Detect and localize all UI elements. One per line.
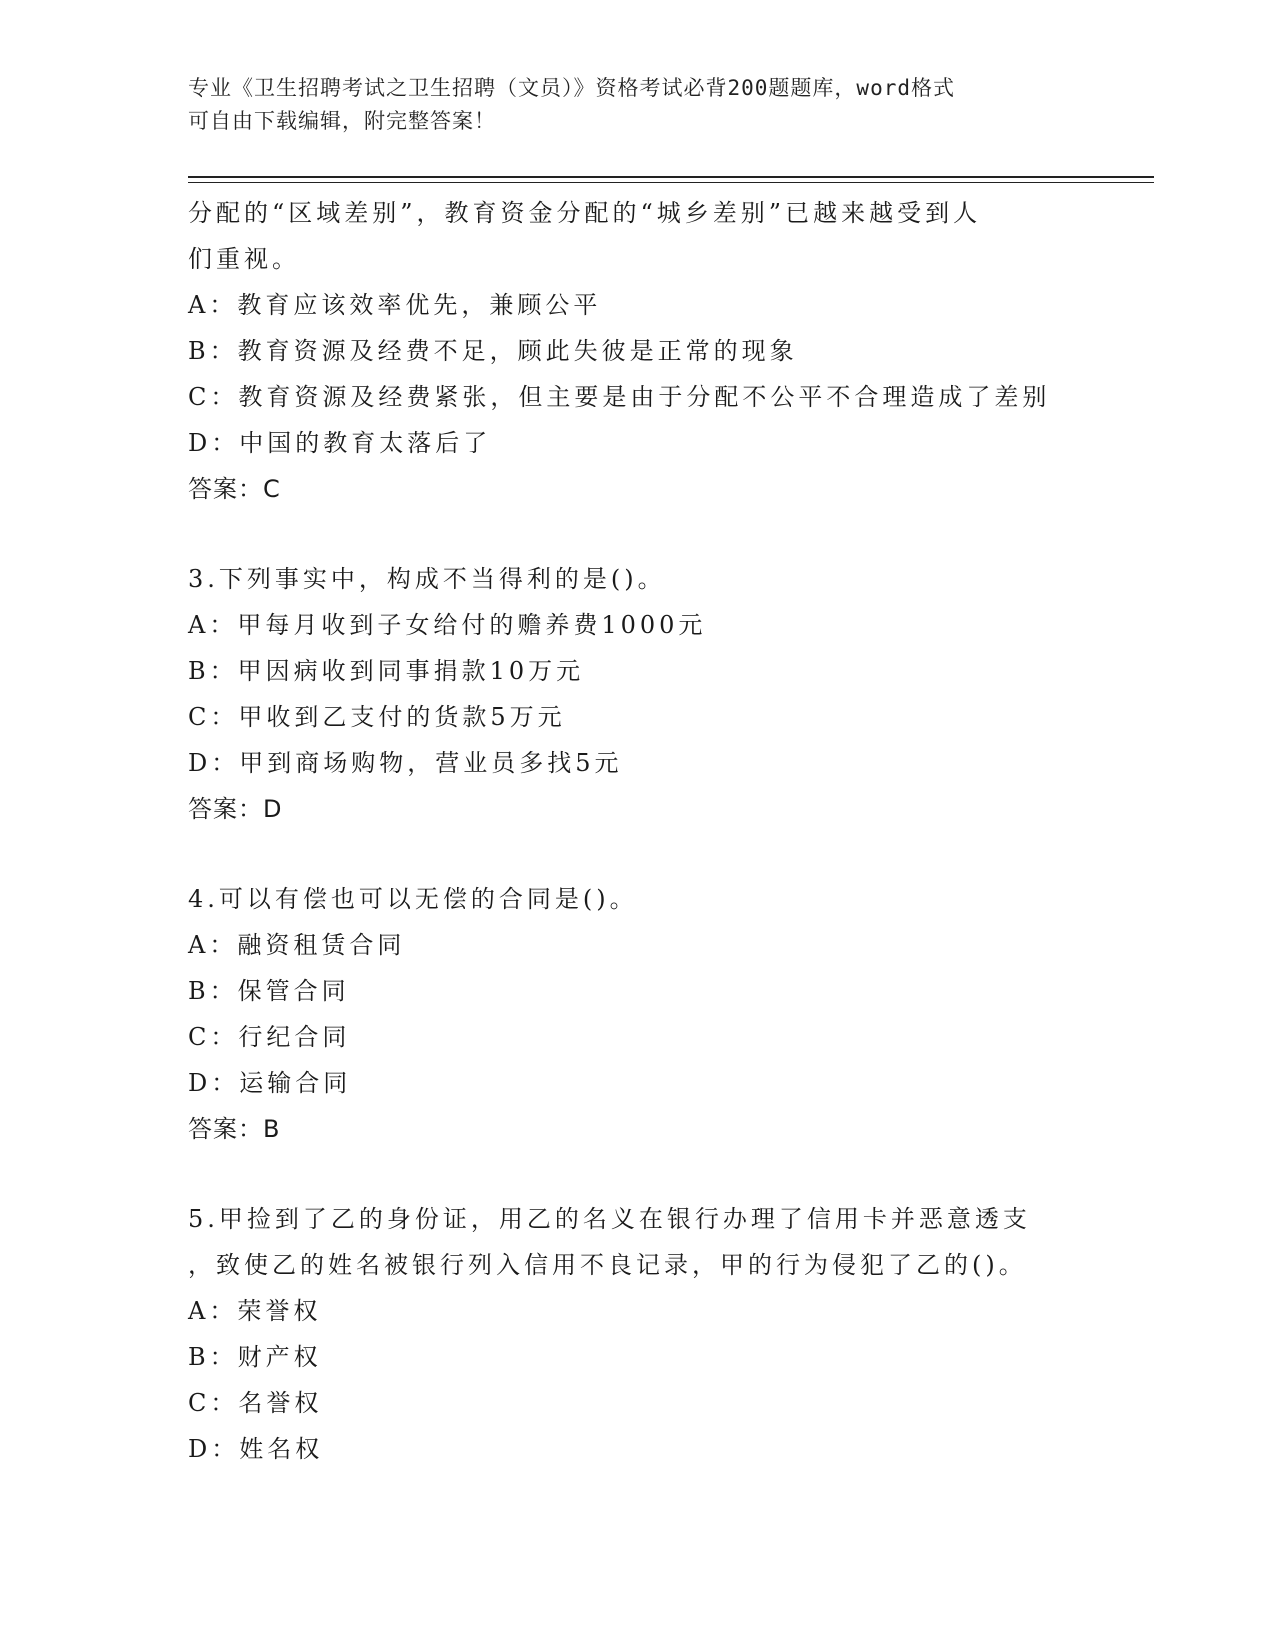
question-text-line: ，致使乙的姓名被银行列入信用不良记录，甲的行为侵犯了乙的()。 [188, 1251, 1027, 1279]
option-a: A：荣誉权 [188, 1297, 322, 1325]
question-text-line: 3.下列事实中，构成不当得利的是()。 [188, 565, 666, 593]
option-d: D：中国的教育太落后了 [188, 429, 492, 457]
spacer [188, 512, 1188, 556]
option-a: A：融资租赁合同 [188, 931, 406, 959]
question-content [188, 190, 1188, 1472]
question-block-3 [188, 556, 1188, 832]
question-text-line: 们重视。 [188, 245, 300, 273]
answer-line: 答案：B [188, 1115, 281, 1143]
question-block-4 [188, 876, 1188, 1152]
document-header [188, 72, 1068, 138]
option-b: B：教育资源及经费不足，顾此失彼是正常的现象 [188, 337, 798, 365]
question-text-line: 4.可以有偿也可以无偿的合同是()。 [188, 885, 638, 913]
question-block-5 [188, 1196, 1188, 1472]
option-c: C：甲收到乙支付的货款5万元 [188, 703, 566, 731]
option-b: B：甲因病收到同事捐款10万元 [188, 657, 585, 685]
option-d: D：甲到商场购物，营业员多找5元 [188, 749, 623, 777]
option-b: B：保管合同 [188, 977, 350, 1005]
header-divider-thin [188, 182, 1154, 183]
header-divider-thick [188, 176, 1154, 178]
question-text-line: 分配的“区域差别”，教育资金分配的“城乡差别”已越来越受到人 [188, 199, 982, 227]
option-a: A：甲每月收到子女给付的赡养费1000元 [188, 611, 707, 639]
header-line-2: 可自由下载编辑，附完整答案！ [188, 109, 496, 133]
question-block-continued [188, 190, 1188, 512]
answer-line: 答案：C [188, 475, 281, 503]
option-c: C：行纪合同 [188, 1023, 351, 1051]
question-text-line: 5.甲捡到了乙的身份证，用乙的名义在银行办理了信用卡并恶意透支 [188, 1205, 1031, 1233]
option-d: D：运输合同 [188, 1069, 352, 1097]
spacer [188, 832, 1188, 876]
option-b: B：财产权 [188, 1343, 322, 1371]
option-c: C：教育资源及经费紧张，但主要是由于分配不公平不合理造成了差别 [188, 383, 1051, 411]
header-line-1: 专业《卫生招聘考试之卫生招聘（文员）》资格考试必背200题题库，word格式 [188, 76, 955, 100]
spacer [188, 1152, 1188, 1196]
option-c: C：名誉权 [188, 1389, 323, 1417]
option-d: D：姓名权 [188, 1435, 324, 1463]
option-a: A：教育应该效率优先，兼顾公平 [188, 291, 602, 319]
answer-line: 答案：D [188, 795, 283, 823]
